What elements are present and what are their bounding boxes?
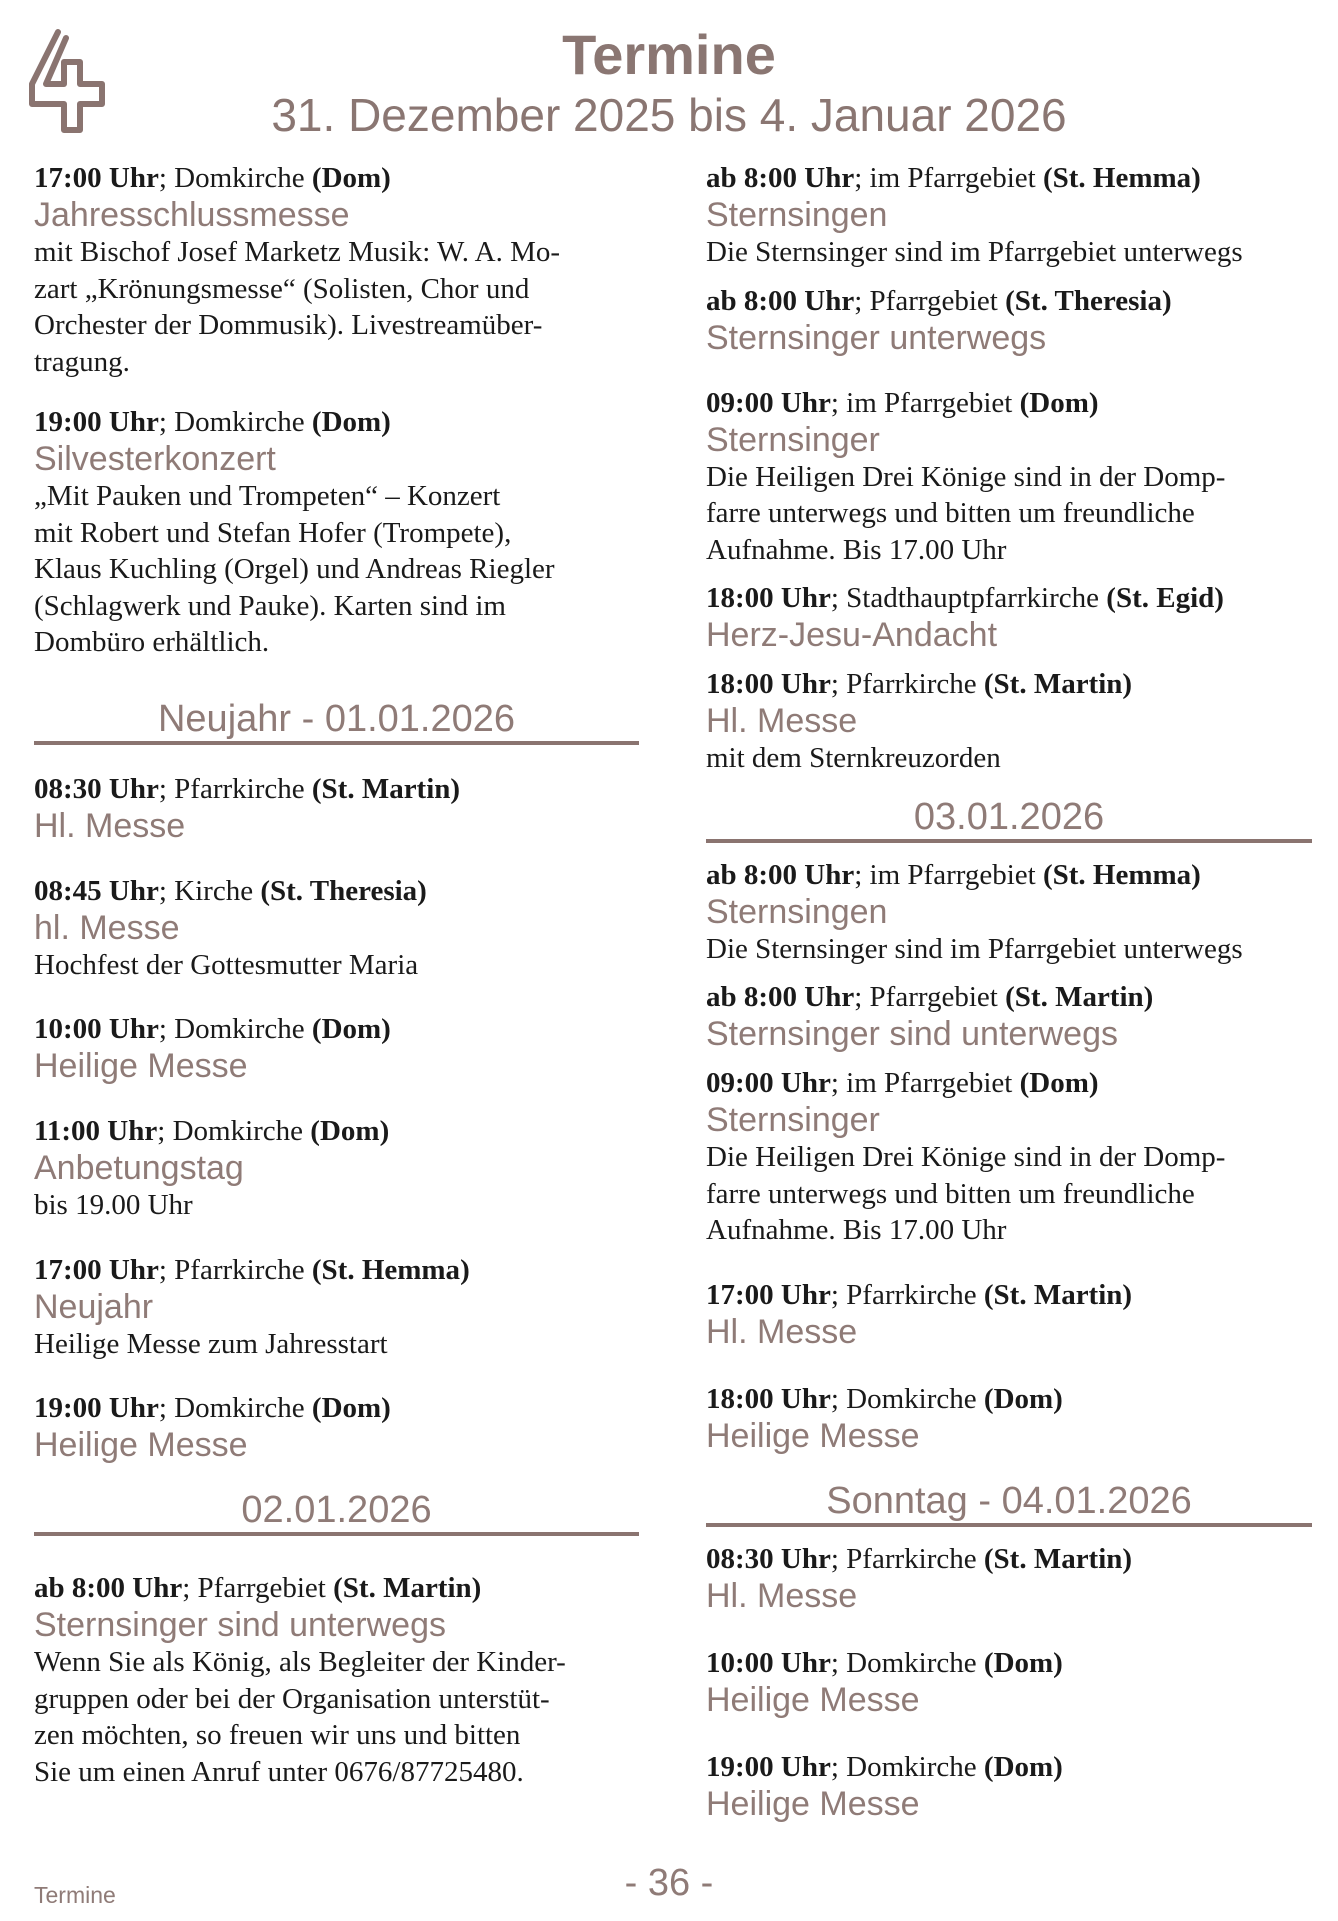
page-subtitle: 31. Dezember 2025 bis 4. Januar 2026: [271, 89, 1067, 141]
event-description: [706, 234, 1312, 271]
event-description: [34, 478, 639, 661]
section-header: Sonntag - 04.01.2026: [706, 1479, 1312, 1527]
event-entry: [706, 1541, 1312, 1615]
event-meta: 09:00 Uhr; im Pfarrgebiet (Dom): [706, 386, 1099, 419]
event-entry: [34, 1252, 639, 1363]
event-place: Pfarrkirche: [846, 1278, 977, 1311]
description-line: Hochfest der Gottesmutter Maria: [34, 948, 419, 981]
event-meta: 09:00 Uhr; im Pfarrgebiet (Dom): [706, 1067, 1099, 1099]
event-parish-name: Dom: [319, 1115, 380, 1147]
event-title: Heilige Messe: [34, 1426, 248, 1464]
event-entry: [706, 979, 1312, 1053]
event-meta: 10:00 Uhr; Domkirche (Dom): [706, 1646, 1063, 1679]
event-time: ab 8:00 Uhr: [34, 1572, 183, 1604]
event-parish: (St. Egid): [1106, 582, 1224, 614]
event-parish-name: St. Theresia: [270, 874, 418, 907]
description-line: Sie um einen Anruf unter 0676/87725480.: [34, 1755, 524, 1788]
event-parish-name: Dom: [993, 1382, 1054, 1415]
event-title: Herz-Jesu-Andacht: [706, 616, 998, 654]
description-line: zen möchten, so freuen wir uns und bitten: [34, 1719, 521, 1751]
event-time: 18:00 Uhr: [706, 582, 831, 614]
event-parish-name: St. Hemma: [321, 1253, 461, 1286]
left-column: [34, 160, 639, 1790]
description-line: farre unterwegs und bitten um freundliche: [706, 497, 1195, 529]
event-title: Sternsinger: [706, 1101, 880, 1139]
event-parish: (Dom): [311, 406, 391, 438]
event-entry: [706, 580, 1312, 654]
event-time: 08:30 Uhr: [706, 1542, 831, 1575]
description-line: gruppen oder bei der Organisation unterstüt-: [34, 1682, 550, 1715]
event-place: Domkirche: [846, 1646, 977, 1679]
event-meta: 08:45 Uhr; Kirche (St. Theresia): [34, 874, 427, 907]
event-entry: [34, 1011, 639, 1085]
event-place: im Pfarrgebiet: [846, 386, 1013, 419]
event-place: Domkirche: [174, 162, 305, 194]
event-meta: ab 8:00 Uhr; Pfarrgebiet (St. Martin): [34, 1572, 482, 1604]
event-time: 18:00 Uhr: [706, 668, 831, 700]
event-place: Domkirche: [172, 1115, 304, 1147]
event-place: Pfarrkirche: [174, 772, 305, 805]
event-entry: [706, 1381, 1312, 1455]
event-time: 17:00 Uhr: [34, 162, 159, 194]
event-parish: (St. Martin): [983, 1278, 1133, 1311]
event-parish-name: Dom: [1029, 386, 1089, 419]
event-description: [706, 931, 1312, 968]
event-description: [706, 1139, 1312, 1249]
event-meta: 08:30 Uhr; Pfarrkirche (St. Martin): [706, 1542, 1133, 1575]
event-parish: (St. Martin): [983, 1542, 1133, 1575]
event-parish: (St. Hemma): [311, 1253, 470, 1286]
event-title: Heilige Messe: [706, 1680, 920, 1719]
description-line: Wenn Sie als König, als Begleiter der Kinder-: [34, 1646, 566, 1678]
event-time: ab 8:00 Uhr: [706, 284, 855, 317]
event-parish: (Dom): [983, 1750, 1063, 1783]
event-time: 18:00 Uhr: [706, 1382, 831, 1415]
event-place: Kirche: [174, 874, 254, 907]
event-title: Hl. Messe: [706, 1576, 858, 1615]
event-meta: 11:00 Uhr; Domkirche (Dom): [34, 1115, 390, 1147]
event-title: Heilige Messe: [706, 1416, 920, 1455]
event-parish-name: St. Martin: [993, 1278, 1123, 1311]
section-header: 03.01.2026: [706, 795, 1312, 843]
description-line: mit dem Sternkreuzorden: [706, 742, 1001, 774]
event-parish-name: St. Martin: [342, 1572, 472, 1604]
section-header: Neujahr - 01.01.2026: [34, 697, 639, 745]
page-number: - 36 -: [624, 1862, 714, 1904]
event-place: im Pfarrgebiet: [869, 858, 1036, 891]
event-time: 11:00 Uhr: [34, 1115, 158, 1147]
event-description: [34, 1644, 639, 1790]
event-title: Sternsinger sind unterwegs: [706, 1015, 1119, 1053]
event-place: Pfarrgebiet: [197, 1572, 326, 1604]
event-parish: (St. Martin): [333, 1572, 482, 1604]
event-description: [706, 740, 1312, 777]
event-parish-name: Dom: [1029, 1067, 1089, 1099]
event-entry: [706, 1065, 1312, 1249]
description-line: Die Heiligen Drei Könige sind in der Domp-: [706, 460, 1226, 493]
event-description: [34, 1187, 639, 1224]
event-entry: [34, 160, 639, 380]
event-time: 09:00 Uhr: [706, 386, 831, 419]
description-line: mit Robert und Stefan Hofer (Trompete),: [34, 516, 512, 549]
event-parish: (Dom): [1019, 1067, 1099, 1099]
event-entry: [706, 1749, 1312, 1823]
event-parish: (St. Hemma): [1042, 858, 1201, 891]
event-title: Sternsinger unterwegs: [706, 318, 1047, 357]
description-line: Aufnahme. Bis 17.00 Uhr: [706, 533, 1007, 566]
event-parish: (Dom): [311, 1392, 391, 1424]
event-entry: [706, 666, 1312, 777]
event-entry: [706, 160, 1312, 271]
description-line: tragung.: [34, 345, 130, 378]
event-place: im Pfarrgebiet: [869, 162, 1036, 194]
description-line: mit Bischof Josef Marketz Musik: W. A. Mo-: [34, 236, 561, 268]
event-parish: (Dom): [311, 162, 391, 194]
event-parish: (St. Martin): [311, 772, 461, 805]
event-parish-name: Dom: [993, 1646, 1054, 1679]
event-time: 17:00 Uhr: [34, 1253, 159, 1286]
event-meta: 18:00 Uhr; Stadthauptpfarrkirche (St. Egid): [706, 582, 1224, 614]
event-parish: (Dom): [1019, 386, 1099, 419]
event-parish-name: Dom: [321, 406, 382, 438]
event-title: Hl. Messe: [706, 1312, 858, 1351]
description-line: Heilige Messe zum Jahresstart: [34, 1327, 388, 1360]
event-place: Pfarrkirche: [174, 1253, 305, 1286]
event-entry: [706, 857, 1312, 968]
event-place: Domkirche: [174, 1013, 305, 1045]
description-line: zart „Krönungsmesse“ (Solisten, Chor und: [34, 272, 530, 305]
event-parish-name: St. Martin: [993, 668, 1123, 700]
event-parish: (Dom): [983, 1382, 1063, 1415]
event-time: 10:00 Uhr: [706, 1646, 831, 1679]
event-meta: ab 8:00 Uhr; im Pfarrgebiet (St. Hemma): [706, 162, 1201, 194]
event-place: Domkirche: [846, 1750, 977, 1783]
event-title: Jahresschlussmesse: [34, 196, 350, 234]
event-meta: 08:30 Uhr; Pfarrkirche (St. Martin): [34, 772, 461, 805]
description-line: Aufnahme. Bis 17.00 Uhr: [706, 1214, 1007, 1246]
event-entry: [34, 1113, 639, 1224]
description-line: (Schlagwerk und Pauke). Karten sind im: [34, 589, 506, 622]
event-time: ab 8:00 Uhr: [706, 981, 855, 1013]
event-entry: [706, 1277, 1312, 1351]
event-parish-name: St. Martin: [993, 1542, 1123, 1575]
event-place: Domkirche: [846, 1382, 977, 1415]
event-parish: (Dom): [311, 1013, 391, 1045]
event-place: Domkirche: [174, 406, 305, 438]
event-description: [34, 234, 639, 380]
event-meta: 17:00 Uhr; Pfarrkirche (St. Hemma): [34, 1253, 470, 1286]
description-line: Klaus Kuchling (Orgel) und Andreas Riegler: [34, 553, 555, 585]
event-title: hl. Messe: [34, 908, 180, 947]
description-line: farre unterwegs und bitten um freundliche: [706, 1177, 1195, 1210]
event-entry: [34, 1390, 639, 1464]
event-title: Hl. Messe: [34, 806, 186, 845]
event-entry: [706, 385, 1312, 569]
description-line: Die Sternsinger sind im Pfarrgebiet unterwegs: [706, 932, 1243, 965]
event-parish-name: Dom: [321, 1013, 382, 1045]
event-entry: [34, 1570, 639, 1790]
event-title: Silvesterkonzert: [34, 440, 276, 478]
description-line: Orchester der Dommusik). Livestreamüber-: [34, 309, 543, 341]
description-line: bis 19.00 Uhr: [34, 1189, 193, 1221]
event-time: 19:00 Uhr: [34, 1392, 159, 1424]
section-header: 02.01.2026: [34, 1488, 639, 1536]
event-time: ab 8:00 Uhr: [706, 162, 855, 194]
event-title: Sternsinger sind unterwegs: [34, 1606, 447, 1644]
event-meta: 18:00 Uhr; Pfarrkirche (St. Martin): [706, 668, 1133, 700]
event-place: Stadthauptpfarrkirche: [846, 582, 1100, 614]
event-parish: (St. Martin): [1005, 981, 1154, 1013]
event-meta: ab 8:00 Uhr; Pfarrgebiet (St. Martin): [706, 981, 1154, 1013]
event-parish-name: Dom: [321, 1392, 382, 1424]
event-entry: [706, 283, 1312, 357]
event-meta: 18:00 Uhr; Domkirche (Dom): [706, 1382, 1063, 1415]
event-title: Sternsinger: [706, 420, 880, 459]
event-place: Domkirche: [174, 1392, 305, 1424]
event-title: Sternsingen: [706, 196, 888, 234]
event-parish: (Dom): [983, 1646, 1063, 1679]
event-meta: 17:00 Uhr; Pfarrkirche (St. Martin): [706, 1278, 1133, 1311]
event-title: Neujahr: [34, 1287, 154, 1326]
event-parish-name: Dom: [321, 162, 382, 194]
event-meta: ab 8:00 Uhr; Pfarrgebiet (St. Theresia): [706, 284, 1172, 317]
event-entry: [706, 1645, 1312, 1719]
event-entry: [34, 404, 639, 661]
event-entry: [34, 771, 639, 845]
page-title: Termine: [562, 23, 776, 86]
event-description: [34, 947, 639, 984]
event-parish: (St. Hemma): [1042, 162, 1201, 194]
event-entry: [34, 873, 639, 984]
event-description: [34, 1326, 639, 1363]
event-time: 09:00 Uhr: [706, 1067, 831, 1099]
event-place: im Pfarrgebiet: [846, 1067, 1013, 1099]
event-time: 19:00 Uhr: [34, 406, 159, 438]
footer-label: Termine: [34, 1882, 116, 1908]
description-line: Die Heiligen Drei Könige sind in der Domp-: [706, 1141, 1226, 1173]
description-line: Die Sternsinger sind im Pfarrgebiet unterwegs: [706, 236, 1243, 268]
event-parish-name: St. Martin: [1014, 981, 1144, 1013]
event-place: Pfarrkirche: [846, 668, 977, 700]
event-parish: (St. Theresia): [1005, 284, 1172, 317]
event-parish: (St. Martin): [983, 668, 1133, 700]
event-meta: 19:00 Uhr; Domkirche (Dom): [34, 1392, 391, 1424]
event-parish-name: St. Theresia: [1014, 284, 1162, 317]
event-time: ab 8:00 Uhr: [706, 858, 855, 891]
event-title: Heilige Messe: [34, 1047, 248, 1085]
event-title: Anbetungstag: [34, 1149, 244, 1187]
description-line: Dombüro erhältlich.: [34, 626, 270, 658]
event-meta: 10:00 Uhr; Domkirche (Dom): [34, 1013, 391, 1045]
event-description: [706, 459, 1312, 569]
event-time: 17:00 Uhr: [706, 1278, 831, 1311]
description-line: „Mit Pauken und Trompeten“ – Konzert: [34, 480, 501, 512]
event-parish: (Dom): [310, 1115, 390, 1147]
event-meta: 17:00 Uhr; Domkirche (Dom): [34, 162, 391, 194]
event-parish: (St. Theresia): [260, 874, 427, 907]
event-parish-name: St. Egid: [1115, 582, 1215, 614]
event-place: Pfarrgebiet: [869, 981, 998, 1013]
event-time: 19:00 Uhr: [706, 1750, 831, 1783]
event-title: Hl. Messe: [706, 702, 858, 740]
event-meta: 19:00 Uhr; Domkirche (Dom): [706, 1750, 1063, 1783]
event-time: 08:30 Uhr: [34, 772, 159, 805]
event-title: Heilige Messe: [706, 1784, 920, 1823]
event-title: Sternsingen: [706, 892, 888, 931]
event-meta: ab 8:00 Uhr; im Pfarrgebiet (St. Hemma): [706, 858, 1201, 891]
right-column: [706, 160, 1312, 1823]
event-parish-name: St. Hemma: [1052, 162, 1192, 194]
event-parish-name: Dom: [993, 1750, 1054, 1783]
event-parish-name: St. Martin: [321, 772, 451, 805]
event-place: Pfarrkirche: [846, 1542, 977, 1575]
event-meta: 19:00 Uhr; Domkirche (Dom): [34, 406, 391, 438]
event-time: 08:45 Uhr: [34, 874, 159, 907]
event-place: Pfarrgebiet: [869, 284, 998, 317]
event-parish-name: St. Hemma: [1052, 858, 1192, 891]
event-time: 10:00 Uhr: [34, 1013, 159, 1045]
